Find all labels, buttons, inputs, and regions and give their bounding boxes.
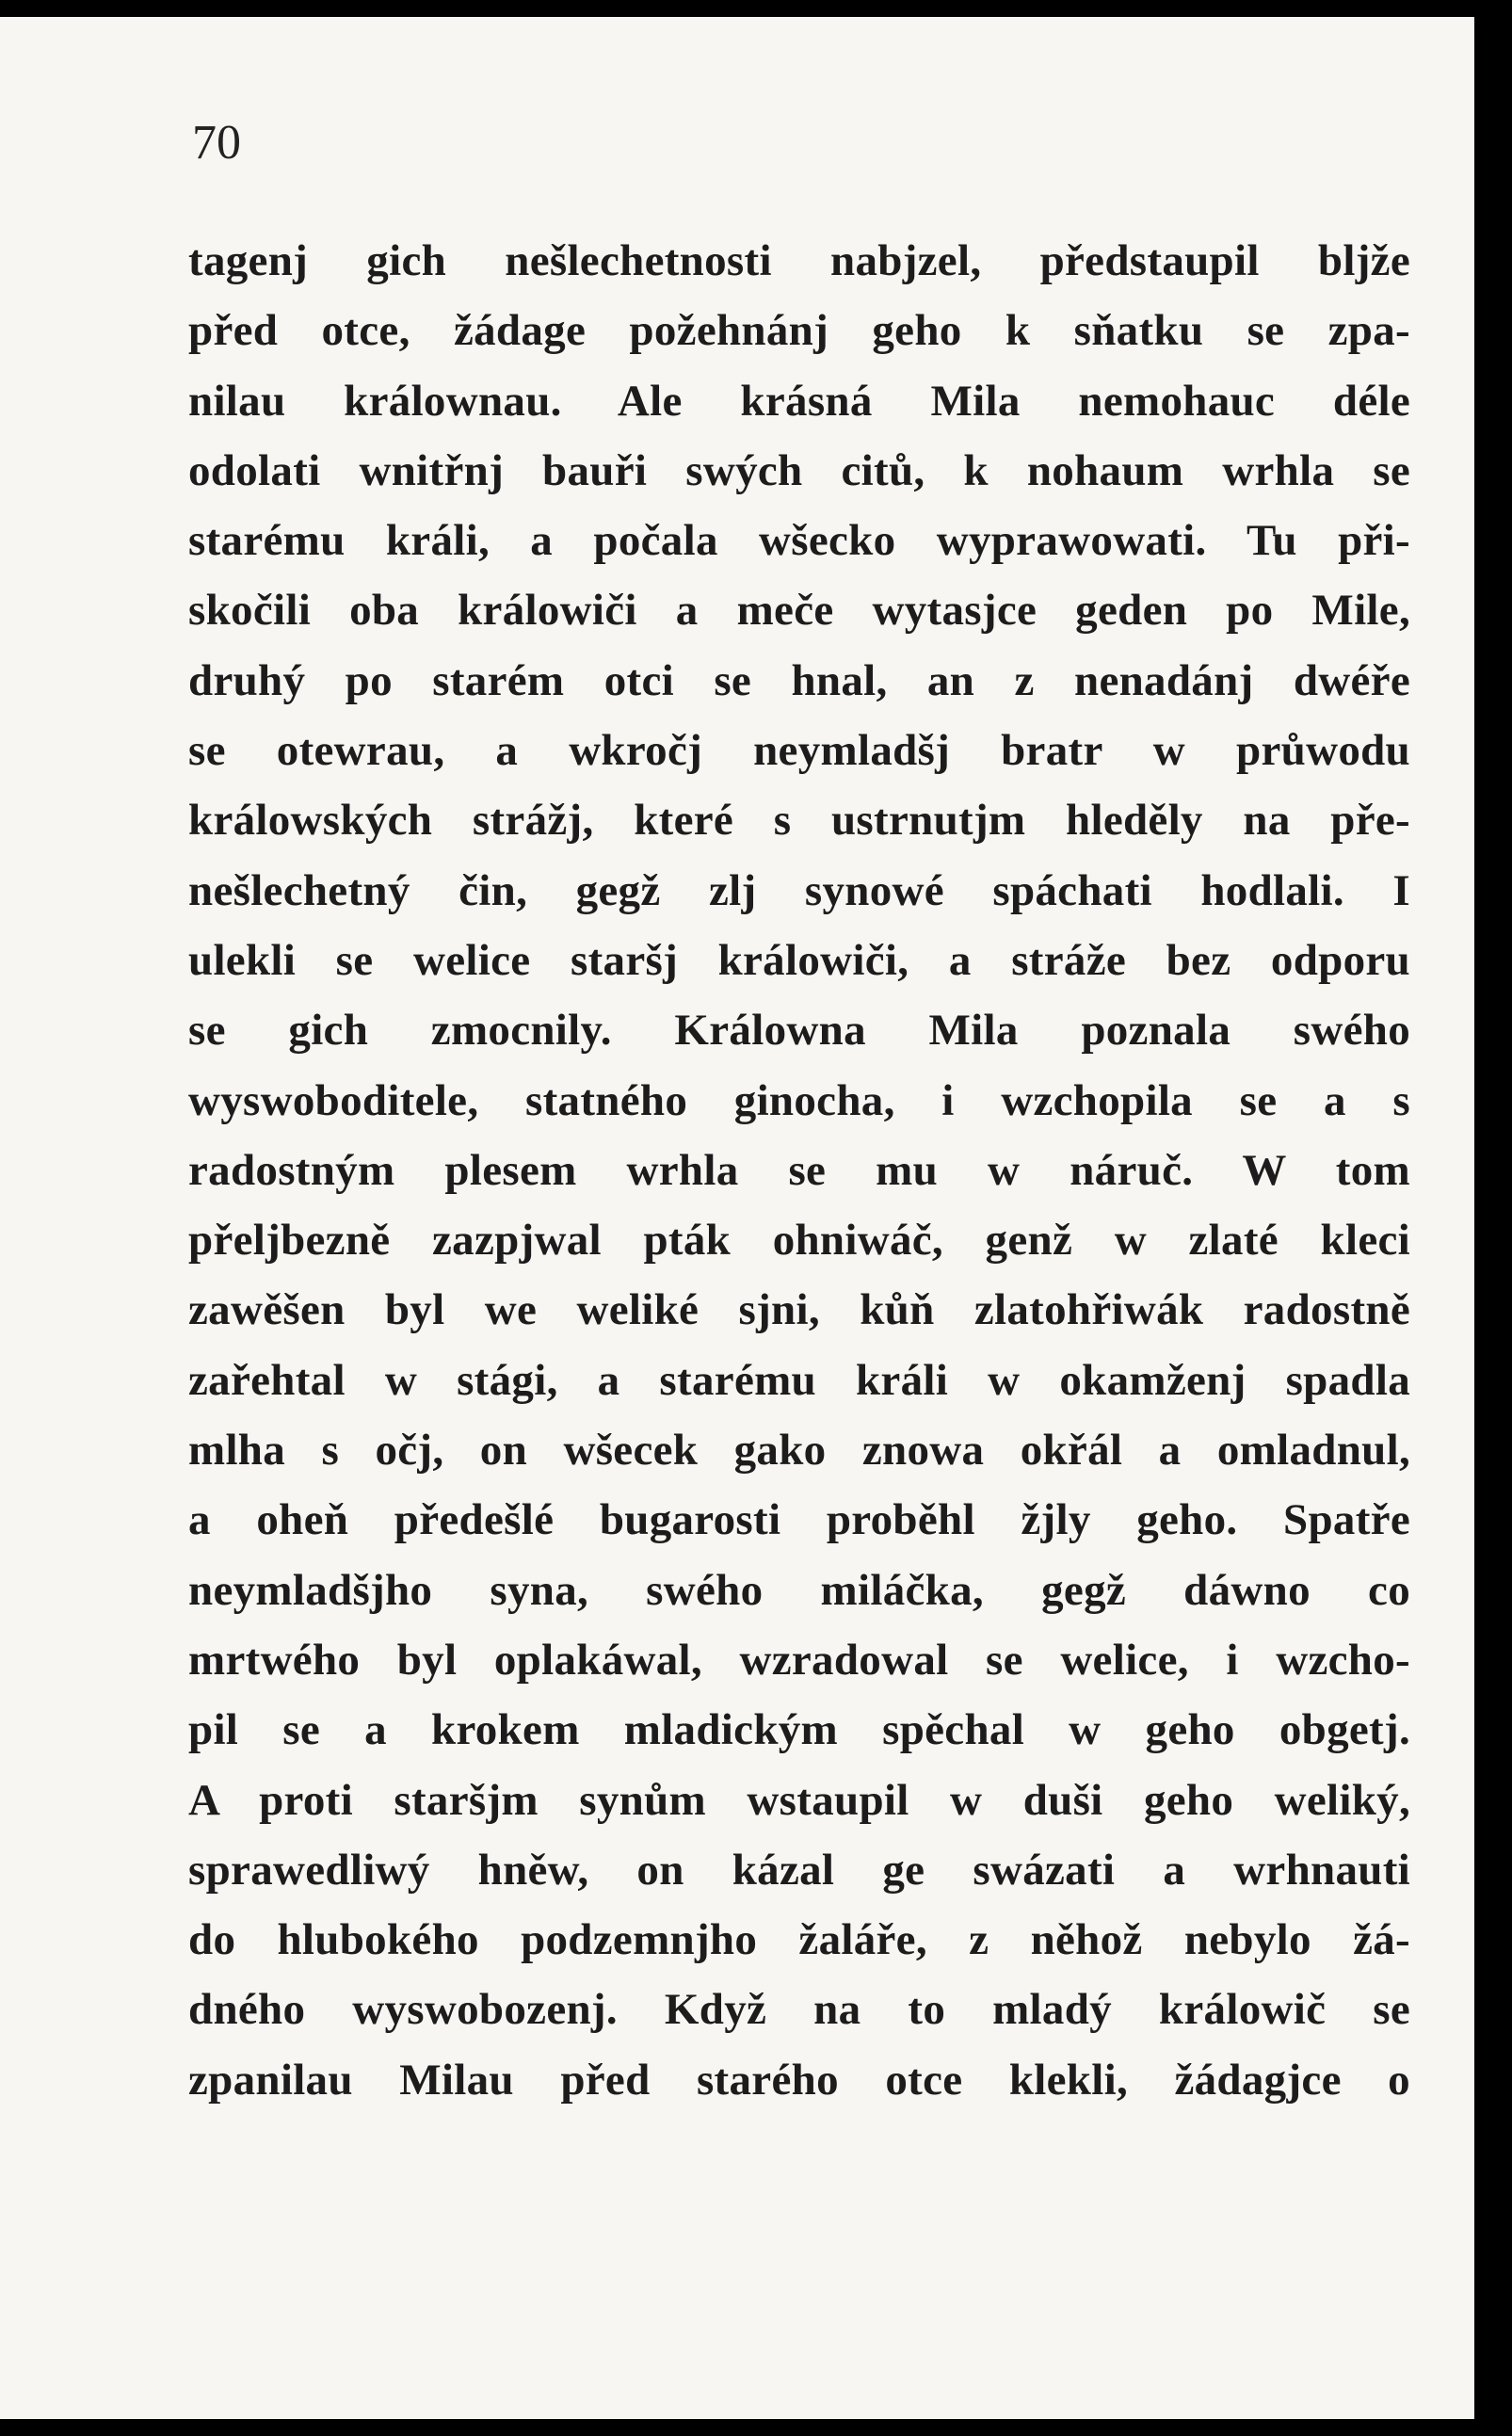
text-line: wyswoboditele, statného ginocha, i wzchopila se a s [188,1075,1410,1125]
page-number: 70 [192,116,241,169]
text-line: sprawedliwý hněw, on kázal ge swázati a wrhnauti [188,1845,1410,1895]
text-line: se otewrau, a wkročj neymladšj bratr w průwodu [188,726,1410,776]
text-line: skočili oba králowiči a meče wytasjce geden po Mile, [188,586,1410,636]
text-line: zawěšen byl we weliké sjni, kůň zlatohřiwák radostně [188,1285,1410,1335]
text-line: přeljbezně zazpjwal pták ohniwáč, genž w zlaté kleci [188,1216,1410,1266]
text-line: mrtwého byl oplakáwal, wzradowal se welice, i wzcho- [188,1635,1410,1685]
text-line: radostným plesem wrhla se mu w náruč. W tom [188,1145,1410,1195]
text-line: mlha s očj, on wšecek gako znowa okřál a omladnul, [188,1426,1410,1476]
text-line: králowských strážj, které s ustrnutjm hleděly na pře- [188,796,1410,846]
text-line: A proti staršjm synům wstaupil w duši geho weliký, [188,1775,1410,1825]
text-line: odolati wnitřnj bauři swých citů, k nohaum wrhla se [188,445,1410,495]
text-line: neymladšjho syna, swého miláčka, gegž dáwno co [188,1565,1410,1615]
body-text [188,226,1410,2115]
text-line: pil se a krokem mladickým spěchal w geho obgetj. [188,1705,1410,1755]
book-page [0,17,1474,2419]
text-line: starému králi, a počala wšecko wyprawowati. Tu při- [188,516,1410,566]
text-line: do hlubokého podzemnjho žaláře, z něhož nebylo žá- [188,1915,1410,1965]
text-line: dného wyswobozenj. Když na to mladý králowič se [188,1985,1410,2035]
text-line: zpanilau Milau před starého otce klekli, žádagjce o [188,2055,1410,2105]
text-line: ulekli se welice staršj králowiči, a stráže bez odporu [188,935,1410,985]
text-line: a oheň předešlé bugarosti proběhl žjly geho. Spatře [188,1495,1410,1545]
text-line: před otce, žádage požehnánj geho k sňatku se zpa- [188,306,1410,356]
text-line: se gich zmocnily. Králowna Mila poznala swého [188,1006,1410,1056]
text-line: zařehtal w stági, a starému králi w okamženj spadla [188,1355,1410,1405]
text-line: tagenj gich nešlechetnosti nabjzel, předstaupil bljže [188,236,1410,285]
text-line: druhý po starém otci se hnal, an z nenadánj dwéře [188,655,1410,705]
text-line: nešlechetný čin, gegž zlj synowé spáchati hodlali. I [188,865,1410,915]
text-line: nilau králownau. Ale krásná Mila nemohauc déle [188,376,1410,426]
